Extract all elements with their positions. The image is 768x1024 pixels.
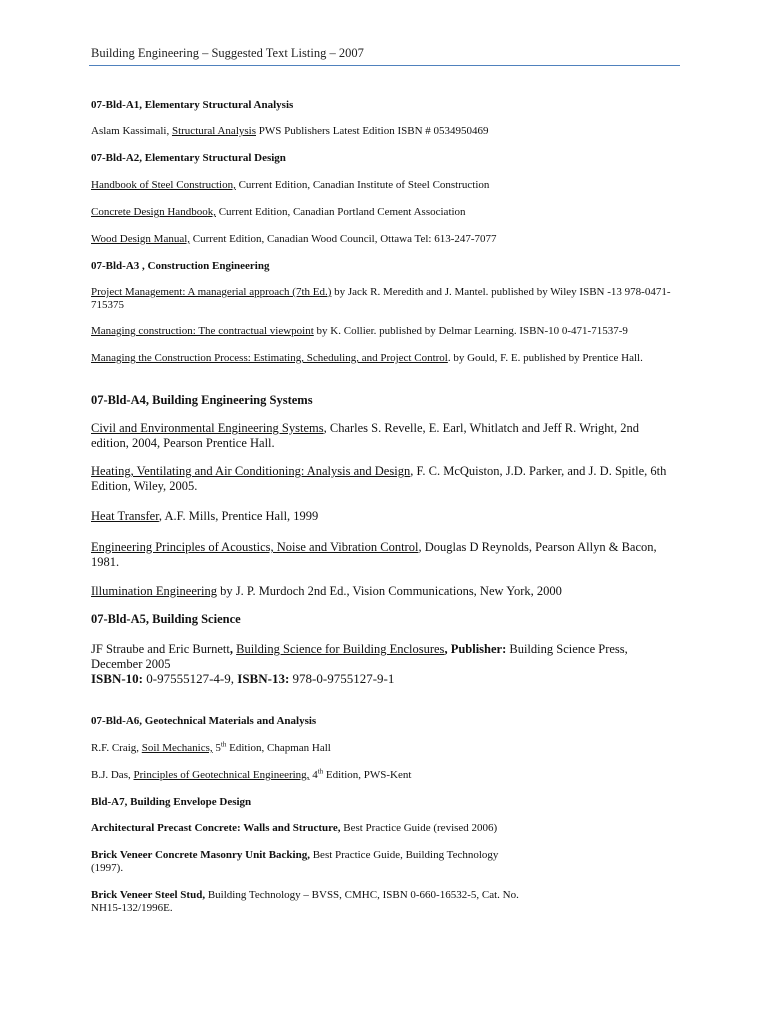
list-item: Illumination Engineering by J. P. Murdoch 2nd Ed., Vision Communications, New York, 2000	[91, 584, 562, 598]
list-item: Handbook of Steel Construction, Current Edition, Canadian Institute of Steel Construction	[91, 179, 490, 191]
header-rule	[89, 65, 680, 66]
list-item: Project Management: A managerial approach (7th Ed.) by Jack R. Meredith and J. Mantel. published by Wiley ISBN -13 978-0471-715375	[91, 286, 671, 311]
list-item: Civil and Environmental Engineering Systems, Charles S. Revelle, E. Earl, Whitlatch and Jeff R. Wright, 2nd edition, 2004, Pearson Prentice Hall.	[91, 421, 640, 450]
book-title: Heat Transfer	[91, 509, 159, 523]
list-item: Brick Veneer Concrete Masonry Unit Backing, Best Practice Guide, Building Technology (1997).	[91, 849, 499, 874]
book-title: Project Management: A managerial approach (7th Ed.)	[91, 286, 332, 298]
list-item: Aslam Kassimali, Structural Analysis PWS Publishers Latest Edition ISBN # 0534950469	[91, 125, 489, 137]
book-title: Soil Mechanics,	[141, 742, 213, 754]
book-title: Engineering Principles of Acoustics, Noise and Vibration Control	[91, 540, 419, 554]
book-title: Managing the Construction Process: Estimating, Scheduling, and Project Control	[91, 352, 448, 364]
list-item: Concrete Design Handbook, Current Edition, Canadian Portland Cement Association	[91, 206, 466, 218]
book-title: Wood Design Manual,	[91, 233, 191, 245]
book-title: Managing construction: The contractual viewpoint	[91, 325, 314, 337]
section-heading-a4: 07-Bld-A4, Building Engineering Systems	[91, 393, 313, 407]
book-title: Heating, Ventilating and Air Conditioning: Analysis and Design	[91, 464, 411, 478]
book-title: Building Science for Building Enclosures	[236, 642, 445, 656]
section-heading-a5: 07-Bld-A5, Building Science	[91, 612, 241, 626]
section-heading-a6: 07-Bld-A6, Geotechnical Materials and Analysis	[91, 715, 317, 727]
section-heading-a2: 07-Bld-A2, Elementary Structural Design	[91, 152, 286, 164]
list-item: JF Straube and Eric Burnett, Building Science for Building Enclosures, Publisher: Building Science Press, December 2005	[91, 642, 628, 671]
isbn-line: ISBN-10: 0-97555127-4-9, ISBN-13: 978-0-9755127-9-1	[91, 671, 395, 686]
book-title: Structural Analysis	[171, 125, 256, 137]
list-item: B.J. Das, Principles of Geotechnical Engineering, 4th Edition, PWS-Kent	[91, 767, 412, 781]
book-title: Illumination Engineering	[91, 584, 218, 598]
book-title: Concrete Design Handbook,	[91, 206, 216, 218]
list-item: Engineering Principles of Acoustics, Noise and Vibration Control, Douglas D Reynolds, Pearson Allyn & Bacon, 1981.	[91, 540, 657, 569]
book-title: Principles of Geotechnical Engineering,	[133, 769, 310, 781]
section-heading-a1: 07-Bld-A1, Elementary Structural Analysis	[91, 99, 294, 111]
page-header: Building Engineering – Suggested Text Listing – 2007	[91, 46, 364, 60]
list-item: Managing the Construction Process: Estimating, Scheduling, and Project Control. by Gould, F. E. published by Prentice Hall.	[91, 352, 643, 364]
list-item: R.F. Craig, Soil Mechanics, 5th Edition, Chapman Hall	[91, 740, 331, 754]
section-heading-a7: Bld-A7, Building Envelope Design	[91, 796, 252, 808]
list-item: Brick Veneer Steel Stud, Building Technology – BVSS, CMHC, ISBN 0-660-16532-5, Cat. No. NH15-132/1996E.	[91, 889, 519, 914]
book-title: Handbook of Steel Construction,	[91, 179, 236, 191]
section-heading-a3: 07-Bld-A3 , Construction Engineering	[91, 260, 270, 272]
list-item: Architectural Precast Concrete: Walls and Structure, Best Practice Guide (revised 2006)	[91, 822, 498, 834]
list-item: Heat Transfer, A.F. Mills, Prentice Hall, 1999	[91, 509, 319, 523]
book-title: Civil and Environmental Engineering Systems	[91, 421, 324, 435]
list-item: Heating, Ventilating and Air Conditioning: Analysis and Design, F. C. McQuiston, J.D. Parker, and J. D. Spitle, 6th Edition, Wiley, 2005.	[91, 464, 667, 493]
list-item: Wood Design Manual, Current Edition, Canadian Wood Council, Ottawa Tel: 613-247-7077	[91, 233, 497, 245]
list-item: Managing construction: The contractual viewpoint by K. Collier. published by Delmar Learning. ISBN-10 0-471-71537-9	[91, 325, 628, 337]
